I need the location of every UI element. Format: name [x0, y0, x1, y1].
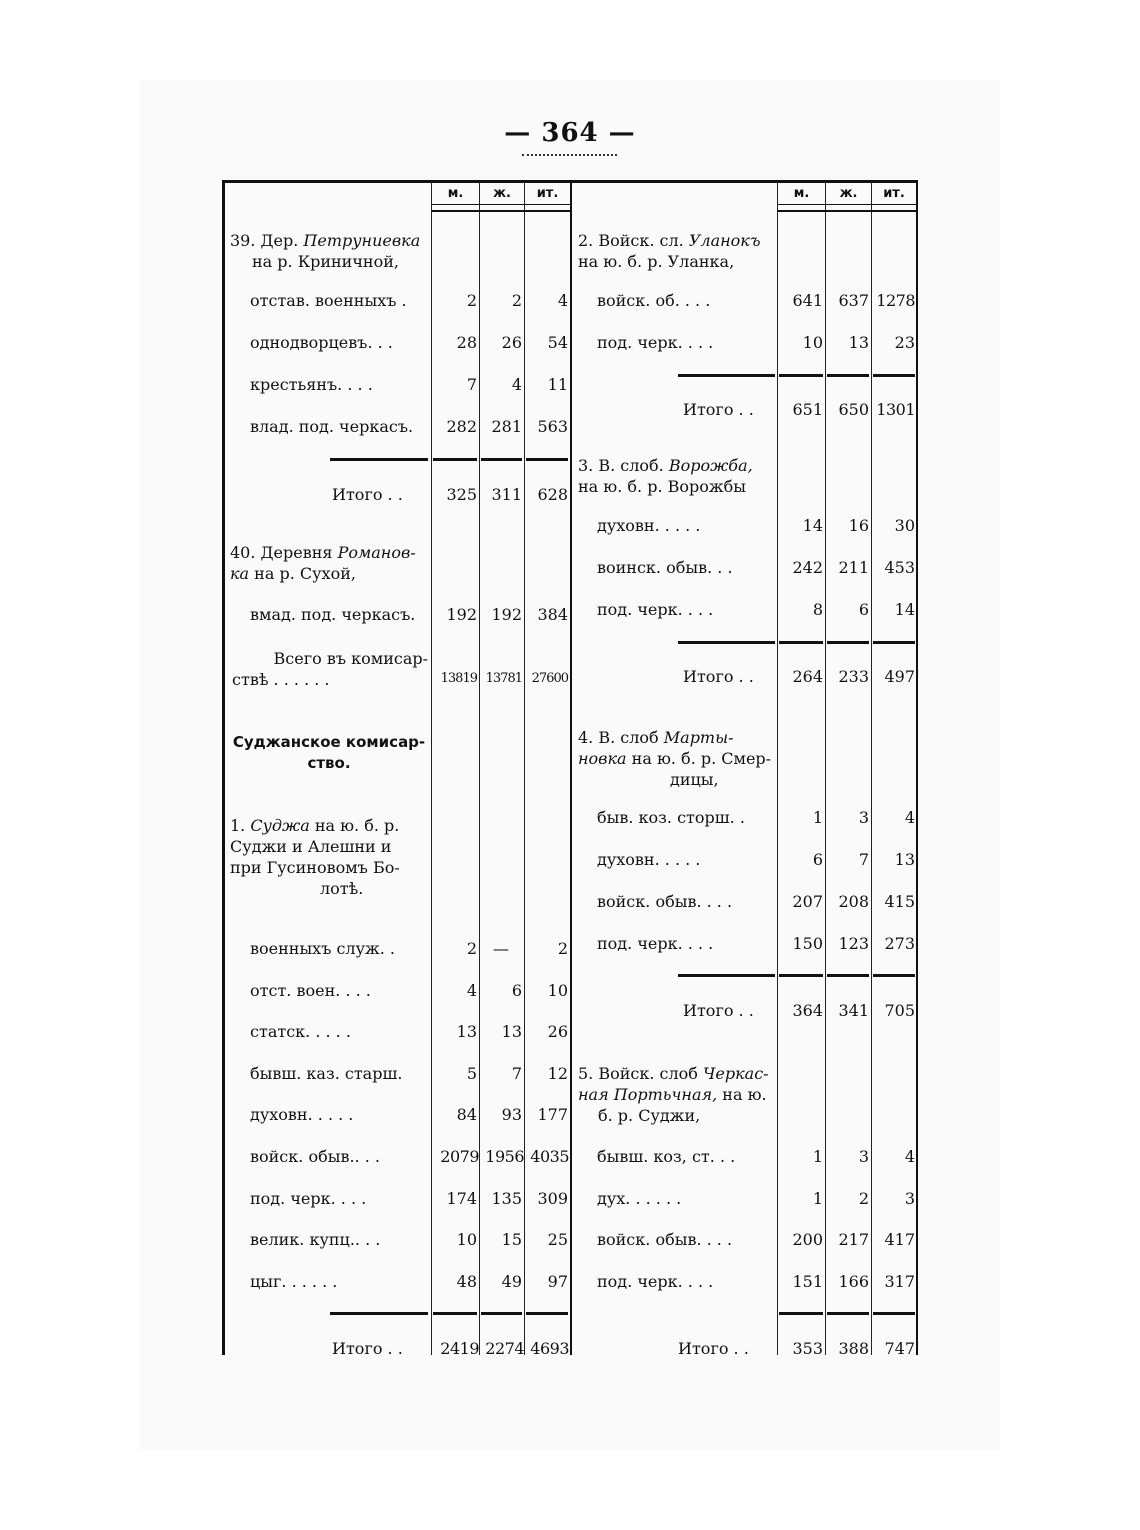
row-label: статск. . . . . — [250, 1022, 351, 1041]
entry-1-loc-c: при Гусиновомъ Бо- — [230, 858, 400, 877]
entry-2-prefix: 2. Войск. сл. — [578, 231, 689, 250]
row-label: под. черк. . . . — [597, 333, 714, 352]
cell-zh: 217 — [838, 1230, 869, 1249]
cell-zh: 15 — [501, 1230, 522, 1249]
entry-5-title — [578, 1063, 776, 1126]
cell-zh: 6 — [511, 981, 522, 1000]
grand-total-zh: 13781 — [485, 671, 522, 686]
entry-40-prefix: 40. Деревня — [230, 543, 338, 562]
col-rule — [871, 182, 872, 1355]
cell-zh: 7 — [858, 850, 869, 869]
cell-it: 384 — [537, 605, 568, 624]
cell-zh: 2 — [511, 291, 522, 310]
page-number-underline — [522, 152, 617, 156]
col-header-zh: ж. — [839, 186, 858, 201]
total-rule — [330, 458, 428, 461]
header-rule — [778, 204, 916, 212]
total-rule — [526, 458, 568, 461]
cell-it: 2 — [557, 939, 568, 958]
cell-zh: 26 — [501, 333, 522, 352]
entry-40-name-a: Романов- — [337, 543, 416, 562]
cell-it: 317 — [884, 1272, 915, 1291]
grand-total-m: 13819 — [440, 671, 477, 686]
total-rule — [873, 374, 915, 377]
cell-zh: 211 — [838, 558, 869, 577]
col-rule — [479, 182, 480, 1355]
entry-3-title — [578, 455, 776, 497]
cell-zh: 93 — [501, 1105, 522, 1124]
cell-zh: 3 — [858, 1147, 869, 1166]
cell-m: 13 — [456, 1022, 477, 1041]
entry-5-river-b: б. р. Суджи, — [598, 1106, 701, 1125]
cell-it: 3 — [904, 1189, 915, 1208]
grand-total-label-a: Всего въ комисар- — [273, 649, 428, 668]
cell-it: 54 — [547, 333, 568, 352]
entry-39-prefix: 39. Дер. — [230, 231, 304, 250]
total-zh: 650 — [838, 400, 869, 419]
cell-zh: 49 — [501, 1272, 522, 1291]
cell-zh: 1956 — [485, 1147, 524, 1166]
entry-4-river-b: дицы, — [670, 770, 719, 789]
cell-it: 11 — [547, 375, 568, 394]
entry-5-prefix: 5. Войск. слоб — [578, 1064, 704, 1083]
row-label: войск. об. . . . — [597, 291, 711, 310]
row-label: под. черк. . . . — [250, 1189, 367, 1208]
total-label: Итого . . — [678, 1339, 749, 1358]
total-rule — [678, 641, 775, 644]
total-m: 325 — [446, 485, 477, 504]
cell-m: 8 — [812, 600, 823, 619]
section-title-line-a: Суджанское комисар- — [232, 733, 426, 751]
entry-4-river: на ю. б. р. Смер- — [626, 749, 772, 768]
cell-m: 48 — [456, 1272, 477, 1291]
entry-5-river: на ю. — [717, 1085, 767, 1104]
cell-m: 10 — [802, 333, 823, 352]
cell-zh: — — [493, 939, 509, 958]
cell-zh: 3 — [858, 808, 869, 827]
total-rule — [433, 1312, 477, 1315]
cell-m: 641 — [792, 291, 823, 310]
row-label: влад. под. черкасъ. — [250, 417, 414, 436]
col-header-m: м. — [447, 186, 464, 201]
cell-it: 10 — [547, 981, 568, 1000]
total-m: 353 — [792, 1339, 823, 1358]
cell-m: 200 — [792, 1230, 823, 1249]
total-rule — [873, 1312, 915, 1315]
cell-m: 2 — [466, 291, 477, 310]
row-label: велик. купц.. . . — [250, 1230, 381, 1249]
cell-m: 150 — [792, 934, 823, 953]
row-label: под. черк. . . . — [597, 600, 714, 619]
total-m: 264 — [792, 667, 823, 686]
total-label: Итого . . — [332, 1339, 403, 1358]
entry-1-name: Суджа — [250, 816, 310, 835]
cell-it: 30 — [894, 516, 915, 535]
total-m: 651 — [792, 400, 823, 419]
entry-1-loc-d: лотѣ. — [320, 879, 364, 898]
cell-it: 1278 — [876, 291, 915, 310]
section-title — [230, 732, 428, 774]
entry-3-name: Ворожба, — [668, 456, 753, 475]
table-center-divider — [570, 182, 572, 1355]
cell-m: 151 — [792, 1272, 823, 1291]
cell-m: 14 — [802, 516, 823, 535]
total-rule — [873, 974, 915, 977]
cell-m: 5 — [466, 1064, 477, 1083]
total-rule — [481, 1312, 522, 1315]
cell-it: 4 — [557, 291, 568, 310]
row-label: войск. обыв. . . . — [597, 1230, 733, 1249]
cell-it: 4 — [904, 808, 915, 827]
cell-it: 415 — [884, 892, 915, 911]
total-zh: 388 — [838, 1339, 869, 1358]
total-rule — [779, 1312, 823, 1315]
total-rule — [827, 1312, 869, 1315]
cell-m: 1 — [812, 808, 823, 827]
cell-it: 273 — [884, 934, 915, 953]
entry-3-prefix: 3. В. слоб. — [578, 456, 669, 475]
row-label: духовн. . . . . — [597, 850, 701, 869]
cell-it: 14 — [894, 600, 915, 619]
row-label: духовн. . . . . — [597, 516, 701, 535]
col-header-it: ит. — [883, 186, 905, 201]
total-rule — [481, 458, 522, 461]
row-label: вмад. под. черкасъ. — [250, 605, 416, 624]
cell-zh: 13 — [848, 333, 869, 352]
entry-40-river: на р. Сухой, — [249, 564, 356, 583]
cell-zh: 135 — [491, 1189, 522, 1208]
total-rule — [779, 974, 823, 977]
header-rule — [432, 204, 570, 212]
total-rule — [433, 458, 477, 461]
cell-m: 7 — [466, 375, 477, 394]
cell-m: 6 — [812, 850, 823, 869]
total-label: Итого . . — [683, 667, 754, 686]
total-rule — [779, 374, 823, 377]
entry-40-title — [230, 542, 428, 584]
entry-39-river: на р. Криничной, — [252, 252, 399, 271]
cell-it: 12 — [547, 1064, 568, 1083]
total-rule — [827, 374, 869, 377]
cell-zh: 208 — [838, 892, 869, 911]
col-rule — [777, 182, 778, 1355]
cell-m: 242 — [792, 558, 823, 577]
total-label: Итого . . — [683, 1001, 754, 1020]
cell-m: 84 — [456, 1105, 477, 1124]
entry-40-name-b: ка — [230, 564, 250, 583]
entry-1-loc-a: на ю. б. р. — [309, 816, 400, 835]
entry-1-loc-b: Суджи и Алешни и — [230, 837, 392, 856]
cell-it: 13 — [894, 850, 915, 869]
col-rule — [524, 182, 525, 1355]
row-label: бывш. каз. старш. — [250, 1064, 403, 1083]
total-label: Итого . . — [332, 485, 403, 504]
grand-total-it: 27600 — [531, 671, 568, 686]
grand-total-label-b: ствѣ . . . . . . — [232, 670, 330, 689]
cell-m: 1 — [812, 1189, 823, 1208]
total-it: 497 — [884, 667, 915, 686]
entry-4-title — [578, 727, 776, 790]
total-rule — [827, 641, 869, 644]
total-m: 364 — [792, 1001, 823, 1020]
cell-zh: 281 — [491, 417, 522, 436]
total-rule — [779, 641, 823, 644]
table-frame-right — [916, 180, 918, 1355]
total-rule — [678, 974, 775, 977]
total-it: 628 — [537, 485, 568, 504]
col-header-m: м. — [793, 186, 810, 201]
cell-m: 28 — [456, 333, 477, 352]
row-label: дух. . . . . . — [597, 1189, 682, 1208]
total-it: 1301 — [876, 400, 915, 419]
cell-it: 97 — [547, 1272, 568, 1291]
entry-4-name-b: новка — [578, 749, 627, 768]
page-number: — 364 — — [504, 118, 636, 148]
cell-m: 1 — [812, 1147, 823, 1166]
row-label: однодворцевъ. . . — [250, 333, 393, 352]
cell-zh: 2 — [858, 1189, 869, 1208]
cell-it: 563 — [537, 417, 568, 436]
entry-2-title — [578, 230, 776, 272]
section-title-line-b: ство. — [307, 754, 351, 772]
total-rule — [873, 641, 915, 644]
row-label: отст. воен. . . . — [250, 981, 371, 1000]
row-label: под. черк. . . . — [597, 934, 714, 953]
cell-it: 25 — [547, 1230, 568, 1249]
row-label: крестьянъ. . . . — [250, 375, 373, 394]
row-label: под. черк. . . . — [597, 1272, 714, 1291]
row-label: отстав. военныхъ . — [250, 291, 407, 310]
row-label: войск. обыв. . . . — [597, 892, 733, 911]
cell-m: 282 — [446, 417, 477, 436]
cell-zh: 4 — [511, 375, 522, 394]
cell-it: 26 — [547, 1022, 568, 1041]
cell-it: 309 — [537, 1189, 568, 1208]
entry-1-title — [230, 815, 428, 899]
total-it: 4693 — [530, 1339, 569, 1358]
entry-39-title — [230, 230, 428, 272]
cell-m: 10 — [456, 1230, 477, 1249]
cell-m: 192 — [446, 605, 477, 624]
cell-zh: 637 — [838, 291, 869, 310]
cell-zh: 13 — [501, 1022, 522, 1041]
total-m: 2419 — [440, 1339, 479, 1358]
total-zh: 341 — [838, 1001, 869, 1020]
cell-zh: 123 — [838, 934, 869, 953]
cell-m: 4 — [466, 981, 477, 1000]
row-label: войск. обыв.. . . — [250, 1147, 380, 1166]
total-zh: 311 — [491, 485, 522, 504]
entry-2-river: на ю. б. р. Уланка, — [578, 252, 735, 271]
cell-m: 2 — [466, 939, 477, 958]
entry-5-name-a: Черкас- — [703, 1064, 769, 1083]
entry-4-prefix: 4. В. слоб — [578, 728, 664, 747]
total-rule — [526, 1312, 568, 1315]
row-label: воинск. обыв. . . — [597, 558, 733, 577]
cell-it: 23 — [894, 333, 915, 352]
cell-m: 174 — [446, 1189, 477, 1208]
entry-4-name-a: Марты- — [663, 728, 734, 747]
row-label: духовн. . . . . — [250, 1105, 354, 1124]
entry-1-prefix: 1. — [230, 816, 251, 835]
col-rule — [825, 182, 826, 1355]
row-label: цыг. . . . . . — [250, 1272, 338, 1291]
col-header-zh: ж. — [493, 186, 511, 201]
row-label: быв. коз. сторш. . — [597, 808, 745, 827]
total-zh: 2274 — [485, 1339, 524, 1358]
cell-m: 2079 — [440, 1147, 479, 1166]
total-rule — [827, 974, 869, 977]
row-label: бывш. коз, ст. . . — [597, 1147, 736, 1166]
cell-it: 453 — [884, 558, 915, 577]
row-label: военныхъ служ. . — [250, 939, 395, 958]
cell-zh: 6 — [858, 600, 869, 619]
total-zh: 233 — [838, 667, 869, 686]
total-it: 705 — [884, 1001, 915, 1020]
cell-zh: 7 — [511, 1064, 522, 1083]
total-rule — [678, 374, 775, 377]
cell-it: 177 — [537, 1105, 568, 1124]
cell-it: 417 — [884, 1230, 915, 1249]
total-it: 747 — [884, 1339, 915, 1358]
cell-zh: 16 — [848, 516, 869, 535]
cell-zh: 166 — [838, 1272, 869, 1291]
table-frame-left — [222, 180, 225, 1355]
entry-5-name-b: ная Портьчная, — [578, 1085, 718, 1104]
cell-it: 4 — [904, 1147, 915, 1166]
total-label: Итого . . — [683, 400, 754, 419]
col-rule — [431, 182, 432, 1355]
cell-zh: 192 — [491, 605, 522, 624]
entry-3-river: на ю. б. р. Ворожбы — [578, 477, 746, 496]
entry-2-name: Уланокъ — [688, 231, 761, 250]
col-header-it: ит. — [536, 186, 559, 201]
entry-39-name: Петруниевка — [303, 231, 421, 250]
total-rule — [330, 1312, 428, 1315]
cell-it: 4035 — [530, 1147, 569, 1166]
cell-m: 207 — [792, 892, 823, 911]
